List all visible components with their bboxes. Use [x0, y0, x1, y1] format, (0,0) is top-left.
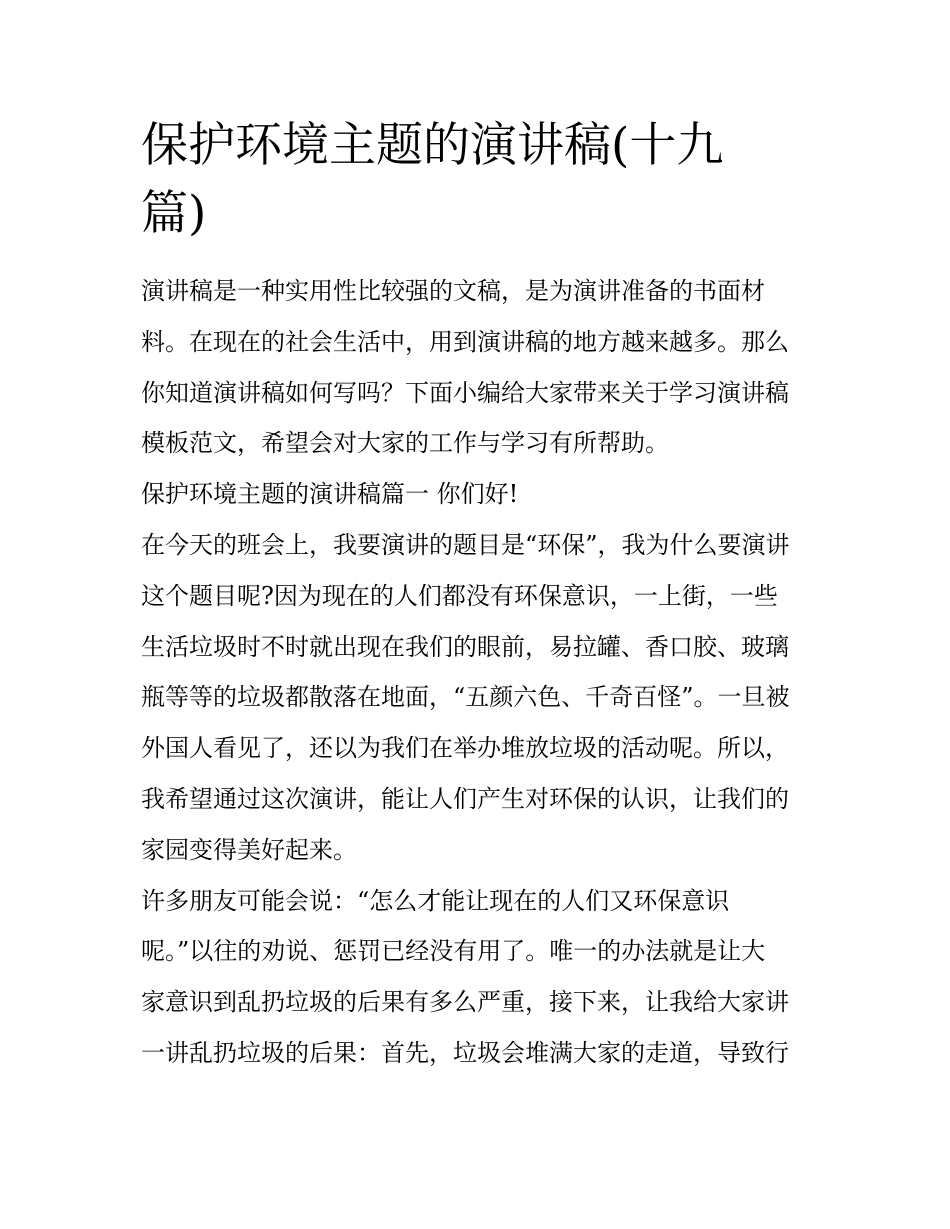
document-title — [141, 112, 813, 248]
body-line: 演讲稿是一种实用性比较强的文稿，是为演讲准备的书面材 — [141, 277, 765, 305]
body-line: 在今天的班会上，我要演讲的题目是“环保”，我为什么要演讲 — [141, 530, 790, 559]
body-line: 瓶等等的垃圾都散落在地面，“五颜六色、千奇百怪”。一旦被 — [141, 683, 790, 712]
section-heading-line: 保护环境主题的演讲稿篇一 你们好! — [141, 480, 519, 509]
body-line: 模板范文，希望会对大家的工作与学习有所帮助。 — [141, 429, 669, 458]
document-content — [141, 112, 813, 1079]
title-line: 篇) — [141, 186, 207, 241]
body-line: 许多朋友可能会说：“怎么才能让现在的人们又环保意识 — [141, 886, 730, 915]
body-line: 这个题目呢?因为现在的人们都没有环保意识，一上街，一些 — [141, 581, 778, 610]
body-line: 呢。”以往的劝说、惩罚已经没有用了。唯一的办法就是让大 — [141, 937, 766, 966]
body-line: 外国人看见了，还以为我们在举办堆放垃圾的活动呢。所以， — [141, 734, 789, 763]
title-line: 保护环境主题的演讲稿(十九 — [141, 118, 724, 173]
body-line: 家意识到乱扔垃圾的后果有多么严重，接下来，让我给大家讲 — [141, 988, 789, 1017]
body-line: 料。在现在的社会生活中，用到演讲稿的地方越来越多。那么 — [141, 327, 789, 356]
body-line: 一讲乱扔垃圾的后果：首先，垃圾会堆满大家的走道，导致行 — [141, 1038, 789, 1067]
body-line: 生活垃圾时不时就出现在我们的眼前，易拉罐、香口胶、玻璃 — [141, 632, 789, 661]
document-body — [141, 266, 813, 1079]
body-line: 我希望通过这次演讲，能让人们产生对环保的认识，让我们的 — [141, 784, 789, 813]
body-line: 你知道演讲稿如何写吗？下面小编给大家带来关于学习演讲稿 — [141, 378, 789, 407]
body-line: 家园变得美好起来。 — [141, 835, 357, 864]
